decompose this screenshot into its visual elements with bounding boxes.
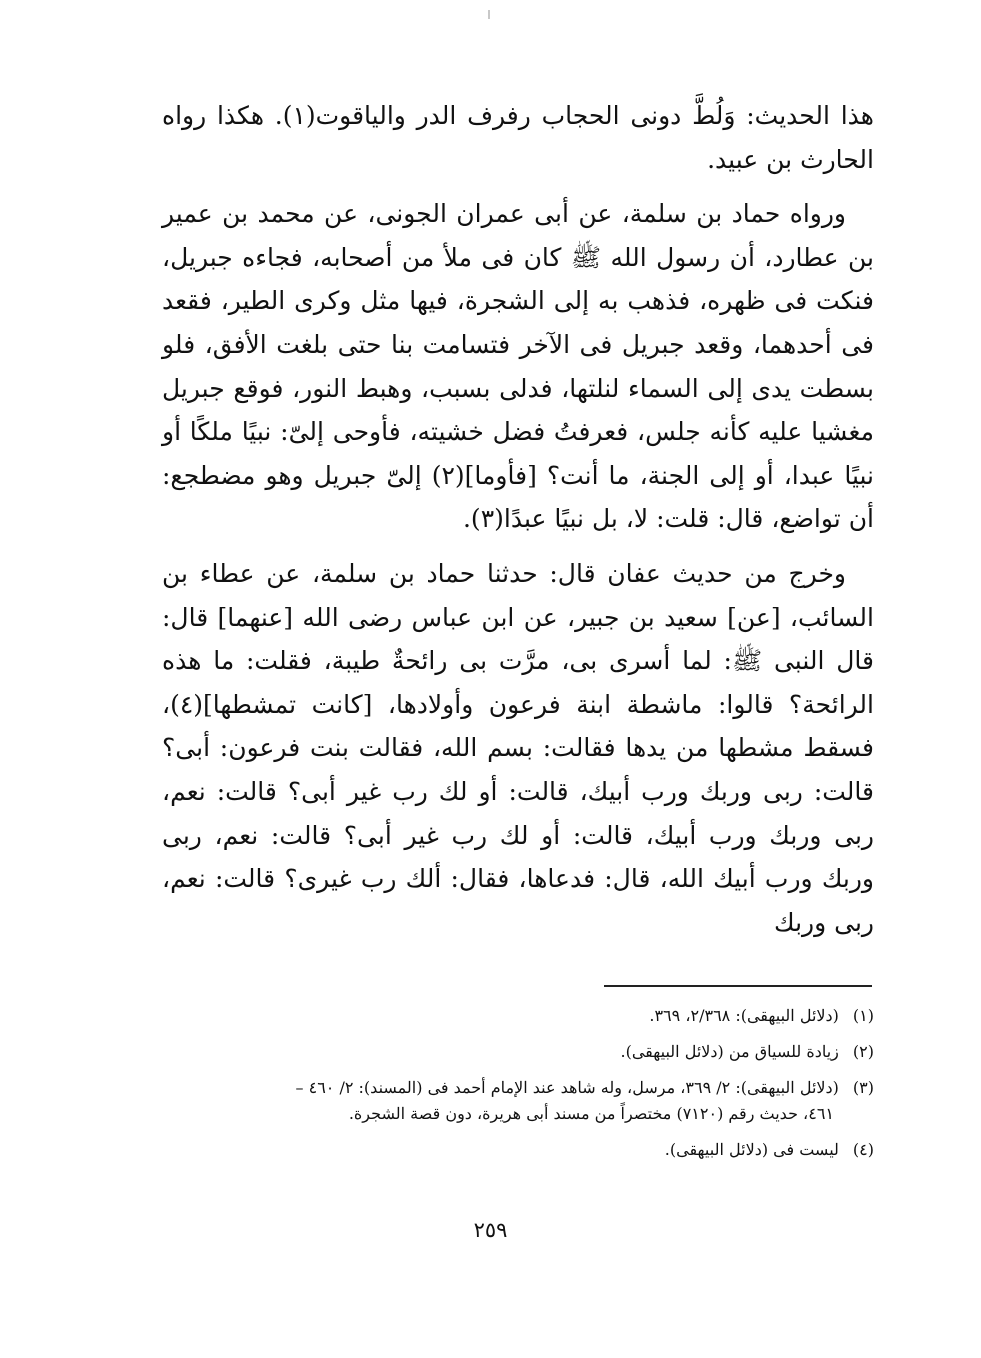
footnote-number: (١) xyxy=(852,1006,874,1025)
scan-mark xyxy=(488,10,490,19)
page-number: ٢٥٩ xyxy=(473,1218,508,1242)
footnote-text: (دلائل البيهقى): ٢/ ٣٦٩، مرسل، وله شاهد عند الإمام أحمد فى (المسند): ٢/ ٤٦٠ – xyxy=(295,1078,839,1097)
footnote-text: ليست فى (دلائل البيهقى). xyxy=(664,1140,839,1159)
footnote-number: (٣) xyxy=(852,1078,874,1097)
main-text xyxy=(162,94,874,944)
paragraph-1: هذا الحديث: وَلُطَّ دونى الحجاب رفرف الدر والياقوت(١). هكذا رواه الحارث بن عبيد. xyxy=(162,101,874,174)
footnote-text: (دلائل البيهقى): ٢/٣٦٨، ٣٦٩. xyxy=(649,1006,839,1025)
footnote-text: زيادة للسياق من (دلائل البيهقى). xyxy=(620,1042,839,1061)
footnote-separator xyxy=(604,985,872,987)
paragraph-2: ورواه حماد بن سلمة، عن أبى عمران الجونى، عن محمد بن عمير بن عطارد، أن رسول الله ﷺ كان فى ملأ من أصحابه، فجاءه جبريل، فنكت فى ظهره، فذهب به إلى الشجرة، فيها مثل وكرى الطير، فقعد فى أحدهما، وقعد جبريل فى الآخر فتسامت بنا حتى بلغت الأفق، فلو بسطت يدى إلى السماء لنلتها، فدلى بسبب، وهبط النور، فوقع جبريل مغشيا عليه كأنه جلس، فعرفتُ فضل خشيته، فأوحى إلىّ: نبيًا ملكًا أو نبيًا عبدا، أو إلى الجنة، ما أنت؟ [فأوما](٢) إلىّ جبريل وهو مضطجع: أن تواضع، قال: قلت: لا، بل نبيًا عبدًا(٣). xyxy=(162,199,874,534)
footnote-number: (٢) xyxy=(852,1042,874,1061)
footnote-4 xyxy=(162,1137,874,1163)
footnote-continuation: ٤٦١، حديث رقم (٧١٢٠) مختصراً من مسند أبى هريرة، دون قصة الشجرة. xyxy=(348,1104,834,1123)
footnote-3 xyxy=(162,1075,874,1127)
footnote-number: (٤) xyxy=(852,1140,874,1159)
footnote-1 xyxy=(162,1003,874,1029)
footnote-2 xyxy=(162,1039,874,1065)
paragraph-3: وخرج من حديث عفان قال: حدثنا حماد بن سلمة، عن عطاء بن السائب، [عن] سعيد بن جبير، عن ابن عباس رضى الله [عنهما] قال: قال النبى ﷺ: لما أسرى بى، مرَّت بى رائحةٌ طيبة، فقلت: ما هذه الرائحة؟ قالوا: ماشطة ابنة فرعون وأولادها، [كانت تمشطها](٤)، فسقط مشطها من يدها فقالت: بسم الله، فقالت بنت فرعون: أبى؟ قالت: ربى وربك ورب أبيك، قالت: أو لك رب غير أبى؟ قالت: نعم، ربى وربك ورب أبيك، قالت: أو لك رب غير أبى؟ قالت: نعم، ربى وربك ورب أبيك الله، قال: فدعاها، فقال: ألك رب غيرى؟ قالت: نعم، ربى وربك xyxy=(162,558,874,937)
footnotes xyxy=(162,1003,874,1173)
